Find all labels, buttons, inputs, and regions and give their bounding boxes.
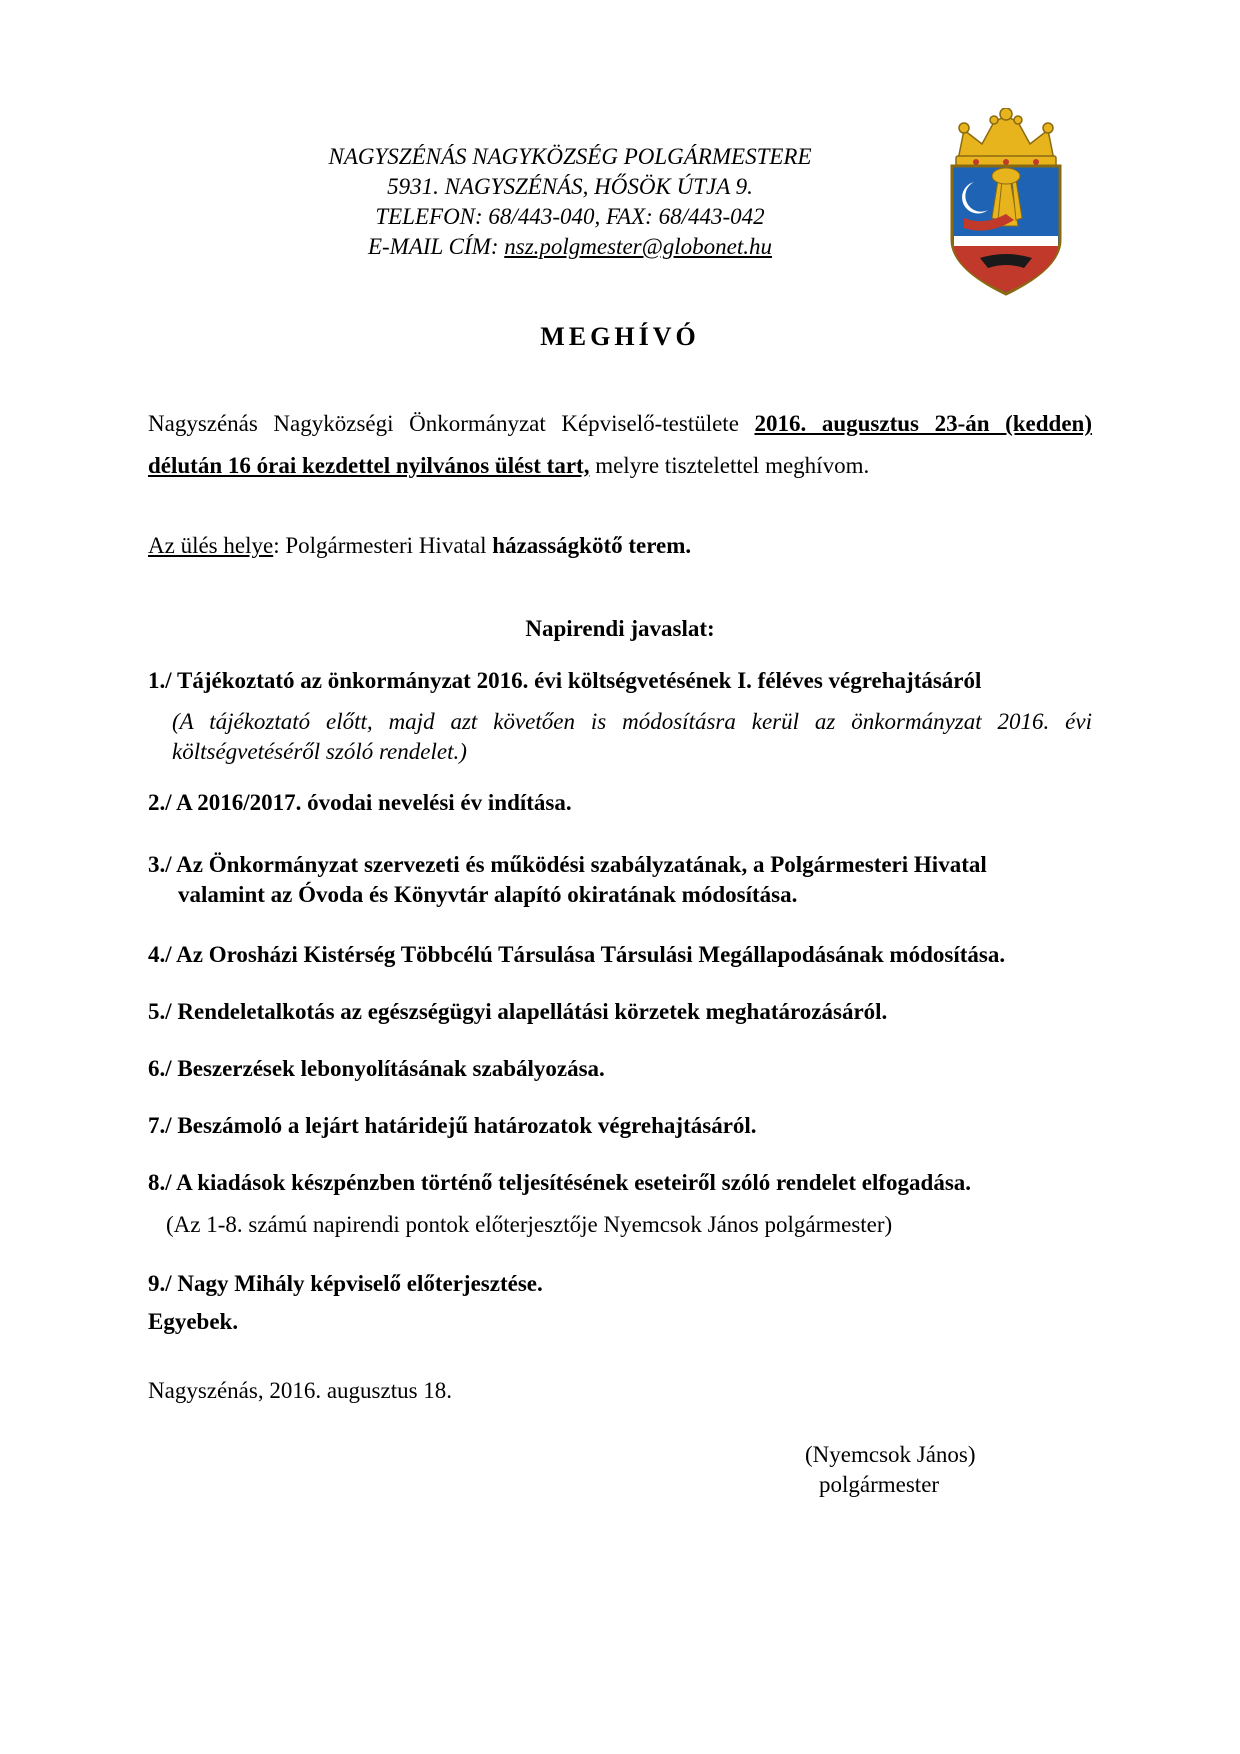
agenda-item-7 — [148, 1111, 1092, 1141]
agenda-item-number: 1./ — [148, 668, 172, 693]
letterhead-office: NAGYSZÉNÁS NAGYKÖZSÉG POLGÁRMESTERE — [328, 144, 812, 169]
agenda-item-5 — [148, 997, 1092, 1027]
agenda-item-text: Rendeletalkotás az egészségügyi alapellátási körzetek meghatározásáról. — [177, 999, 888, 1024]
intro-text: Nagyszénás Nagyközségi Önkormányzat Képviselő-testülete — [148, 411, 755, 436]
agenda-item-number: 7./ — [148, 1113, 172, 1138]
document-title: MEGHÍVÓ — [540, 322, 700, 351]
agenda-item-text: Tájékoztató az önkormányzat 2016. évi költségvetésének I. féléves végrehajtásáról — [176, 668, 982, 693]
agenda-item-text: Nagy Mihály képviselő előterjesztése. — [177, 1271, 543, 1296]
invitation-paragraph — [148, 403, 1092, 487]
agenda-item-1-note: (A tájékoztató előtt, majd azt követően is módosításra kerül az önkormányzat 2016. évi költségvetéséről szóló rendelet.) — [172, 709, 1092, 764]
agenda-item-4 — [148, 940, 1092, 970]
coat-of-arms-icon — [944, 108, 1068, 298]
agenda-item-number: 8./ — [148, 1170, 172, 1195]
meeting-place — [148, 531, 1092, 561]
agenda-item-text: A 2016/2017. óvodai nevelési év indítása. — [176, 790, 572, 815]
agenda-other: Egyebek. — [148, 1309, 239, 1334]
agenda-presenter-note: (Az 1-8. számú napirendi pontok előterjesztője Nyemcsok János polgármester) — [166, 1212, 893, 1237]
letterhead-address: 5931. NAGYSZÉNÁS, HŐSÖK ÚTJA 9. — [387, 174, 753, 199]
agenda-item-3 — [148, 850, 1092, 910]
letterhead-email-line — [260, 232, 880, 262]
agenda-item-number: 5./ — [148, 999, 172, 1024]
agenda-item-number: 2./ — [148, 790, 172, 815]
intro-suffix: melyre tisztelettel meghívom. — [589, 453, 870, 478]
place-text: : Polgármesteri Hivatal — [273, 533, 493, 558]
letterhead-phone-fax: TELEFON: 68/443-040, FAX: 68/443-042 — [375, 204, 765, 229]
agenda-item-6 — [148, 1054, 1092, 1084]
letterhead — [260, 142, 880, 262]
document-date: Nagyszénás, 2016. augusztus 18. — [148, 1378, 453, 1403]
agenda-item-number: 9./ — [148, 1271, 172, 1296]
agenda-item-text: Az Orosházi Kistérség Többcélú Társulása Társulási Megállapodásának módosítása. — [176, 942, 1006, 967]
agenda-item-2 — [148, 788, 1092, 818]
agenda-item-9 — [148, 1269, 1092, 1299]
agenda-item-8 — [148, 1168, 1092, 1198]
agenda-item-number: 3./ — [148, 852, 172, 877]
agenda-title: Napirendi javaslat: — [525, 616, 715, 641]
meeting-date-time: 2016. augusztus 23-án (kedden) délután 16 órai kezdettel nyilvános ülést tart, — [148, 411, 1093, 478]
agenda-item-number: 4./ — [148, 942, 172, 967]
signature-block — [805, 1440, 976, 1500]
place-room: házasságkötő terem. — [492, 533, 692, 558]
agenda-item-text: Az Önkormányzat szervezeti és működési szabályzatának, a Polgármesteri Hivatal — [176, 852, 987, 877]
email-link[interactable]: nsz.polgmester@globonet.hu — [504, 234, 773, 259]
agenda-item-text: A kiadások készpénzben történő teljesítésének eseteiről szóló rendelet elfogadása. — [176, 1170, 972, 1195]
email-label: E-MAIL CÍM: — [367, 234, 505, 259]
signatory-role: polgármester — [819, 1472, 940, 1497]
agenda-item-number: 6./ — [148, 1056, 172, 1081]
agenda-item-continuation: valamint az Óvoda és Könyvtár alapító okiratának módosítása. — [178, 882, 798, 907]
agenda-item-text: Beszerzések lebonyolításának szabályozása. — [177, 1056, 605, 1081]
signatory-name: (Nyemcsok János) — [805, 1442, 976, 1467]
agenda-item-1 — [148, 666, 1092, 696]
agenda-item-text: Beszámoló a lejárt határidejű határozatok végrehajtásáról. — [177, 1113, 757, 1138]
place-label: Az ülés helye — [148, 533, 274, 558]
